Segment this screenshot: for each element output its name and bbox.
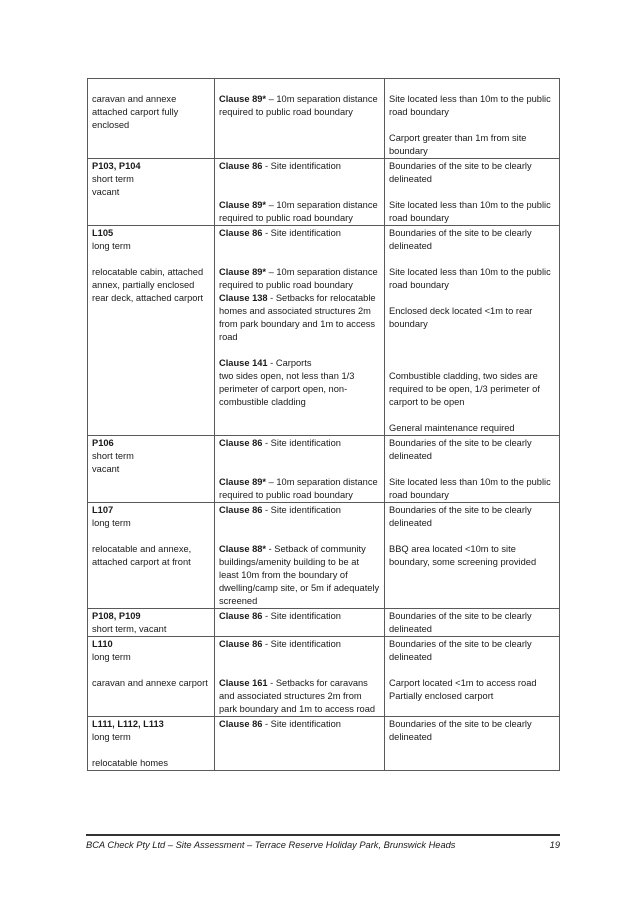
finding-cell — [385, 226, 560, 436]
site-cell: caravan and annexe attached carport fully enclosed — [88, 79, 215, 159]
table-row — [88, 717, 560, 771]
site-id: L105 — [92, 228, 114, 238]
site-detail: relocatable cabin, attached annex, partially enclosed rear deck, attached carport — [92, 267, 204, 303]
assessment-table — [87, 78, 560, 771]
site-cell: L105 long term relocatable cabin, attached annex, partially enclosed rear deck, attached carport — [88, 226, 215, 436]
site-cell: L111, L112, L113 long term relocatable homes — [88, 717, 215, 771]
clause-cell — [215, 79, 385, 159]
finding-cell — [385, 717, 560, 771]
finding-item: Boundaries of the site to be clearly delineated — [389, 719, 532, 742]
clause-item: Clause 89* – 10m separation distance required to public road boundary — [219, 477, 378, 500]
finding-item: Boundaries of the site to be clearly delineated — [389, 639, 532, 662]
table-row — [88, 436, 560, 503]
clause-item: Clause 141 - Carports two sides open, not less than 1/3 perimeter of carport open, non-combustible cladding — [219, 358, 355, 407]
finding-item: Enclosed deck located <1m to rear boundary — [389, 306, 533, 329]
clause-item: Clause 86 - Site identification — [219, 505, 341, 515]
site-id: L111, L112, L113 — [92, 719, 164, 729]
table-row — [88, 226, 560, 436]
clause-item: Clause 161 - Setbacks for caravans and associated structures 2m from park boundary and 1m to access road — [219, 678, 376, 714]
site-id: P108, P109 — [92, 611, 141, 621]
finding-cell — [385, 79, 560, 159]
finding-item: Boundaries of the site to be clearly delineated — [389, 161, 532, 184]
site-detail: relocatable homes — [92, 758, 168, 768]
clause-cell — [215, 717, 385, 771]
clause-item: Clause 89* – 10m separation distance required to public road boundary — [219, 200, 378, 223]
clause-item: Clause 89* – 10m separation distance required to public road boundary — [219, 94, 378, 117]
table-row — [88, 637, 560, 717]
finding-item: General maintenance required — [389, 423, 515, 433]
clause-item: Clause 86 - Site identification — [219, 438, 341, 448]
table-row — [88, 503, 560, 609]
site-detail: caravan and annexe carport — [92, 678, 208, 688]
finding-item: Combustible cladding, two sides are required to be open, 1/3 perimeter of carport to be open — [389, 371, 540, 407]
finding-item: Site located less than 10m to the public road boundary — [389, 267, 551, 290]
clause-item: Clause 86 - Site identification — [219, 228, 341, 238]
site-cell: P108, P109 short term, vacant — [88, 609, 215, 637]
table-row — [88, 609, 560, 637]
site-cell: L110 long term caravan and annexe carport — [88, 637, 215, 717]
clause-item: Clause 86 - Site identification — [219, 719, 341, 729]
finding-item: Site located less than 10m to the public road boundary — [389, 94, 551, 117]
finding-cell — [385, 159, 560, 226]
finding-cell — [385, 637, 560, 717]
clause-cell — [215, 159, 385, 226]
clause-item: Clause 86 - Site identification — [219, 161, 341, 171]
finding-item: BBQ area located <10m to site boundary, some screening provided — [389, 544, 537, 567]
site-cell: P106 short term vacant — [88, 436, 215, 503]
finding-item: Carport greater than 1m from site boundary — [389, 133, 527, 156]
finding-cell — [385, 503, 560, 609]
finding-item: Partially enclosed carport — [389, 691, 494, 701]
finding-cell — [385, 609, 560, 637]
footer-rule — [86, 834, 560, 836]
finding-item: Boundaries of the site to be clearly delineated — [389, 611, 532, 634]
site-id: P106 — [92, 438, 114, 448]
clause-cell — [215, 637, 385, 717]
footer-text: BCA Check Pty Ltd – Site Assessment – Terrace Reserve Holiday Park, Brunswick Heads — [86, 840, 456, 850]
clause-cell — [215, 226, 385, 436]
finding-item: Site located less than 10m to the public road boundary — [389, 477, 551, 500]
clause-item: Clause 89* – 10m separation distance required to public road boundary — [219, 267, 378, 290]
finding-item: Boundaries of the site to be clearly delineated — [389, 505, 532, 528]
table-row — [88, 79, 560, 159]
clause-item: Clause 138 - Setbacks for relocatable homes and associated structures 2m from park boundary and 1m to access road — [219, 293, 376, 342]
clause-cell — [215, 503, 385, 609]
clause-item: Clause 88* - Setback of community buildings/amenity building to be at least 10m from the boundary of dwelling/camp site, or 5m if adequately screened — [219, 544, 380, 606]
site-detail: relocatable and annexe, attached carport at front — [92, 544, 192, 567]
clause-item: Clause 86 - Site identification — [219, 639, 341, 649]
finding-item: Site located less than 10m to the public road boundary — [389, 200, 551, 223]
site-cell: P103, P104 short term vacant — [88, 159, 215, 226]
finding-cell — [385, 436, 560, 503]
finding-item: Boundaries of the site to be clearly delineated — [389, 228, 532, 251]
site-id: P103, P104 — [92, 161, 141, 171]
clause-item: Clause 86 - Site identification — [219, 611, 341, 621]
site-cell: L107 long term relocatable and annexe, attached carport at front — [88, 503, 215, 609]
site-id: L107 — [92, 505, 114, 515]
clause-cell — [215, 436, 385, 503]
page-footer — [86, 840, 560, 850]
table-row — [88, 159, 560, 226]
clause-cell — [215, 609, 385, 637]
finding-item: Boundaries of the site to be clearly delineated — [389, 438, 532, 461]
finding-item: Carport located <1m to access road — [389, 678, 537, 688]
page-number: 19 — [549, 840, 560, 850]
site-id: L110 — [92, 639, 113, 649]
